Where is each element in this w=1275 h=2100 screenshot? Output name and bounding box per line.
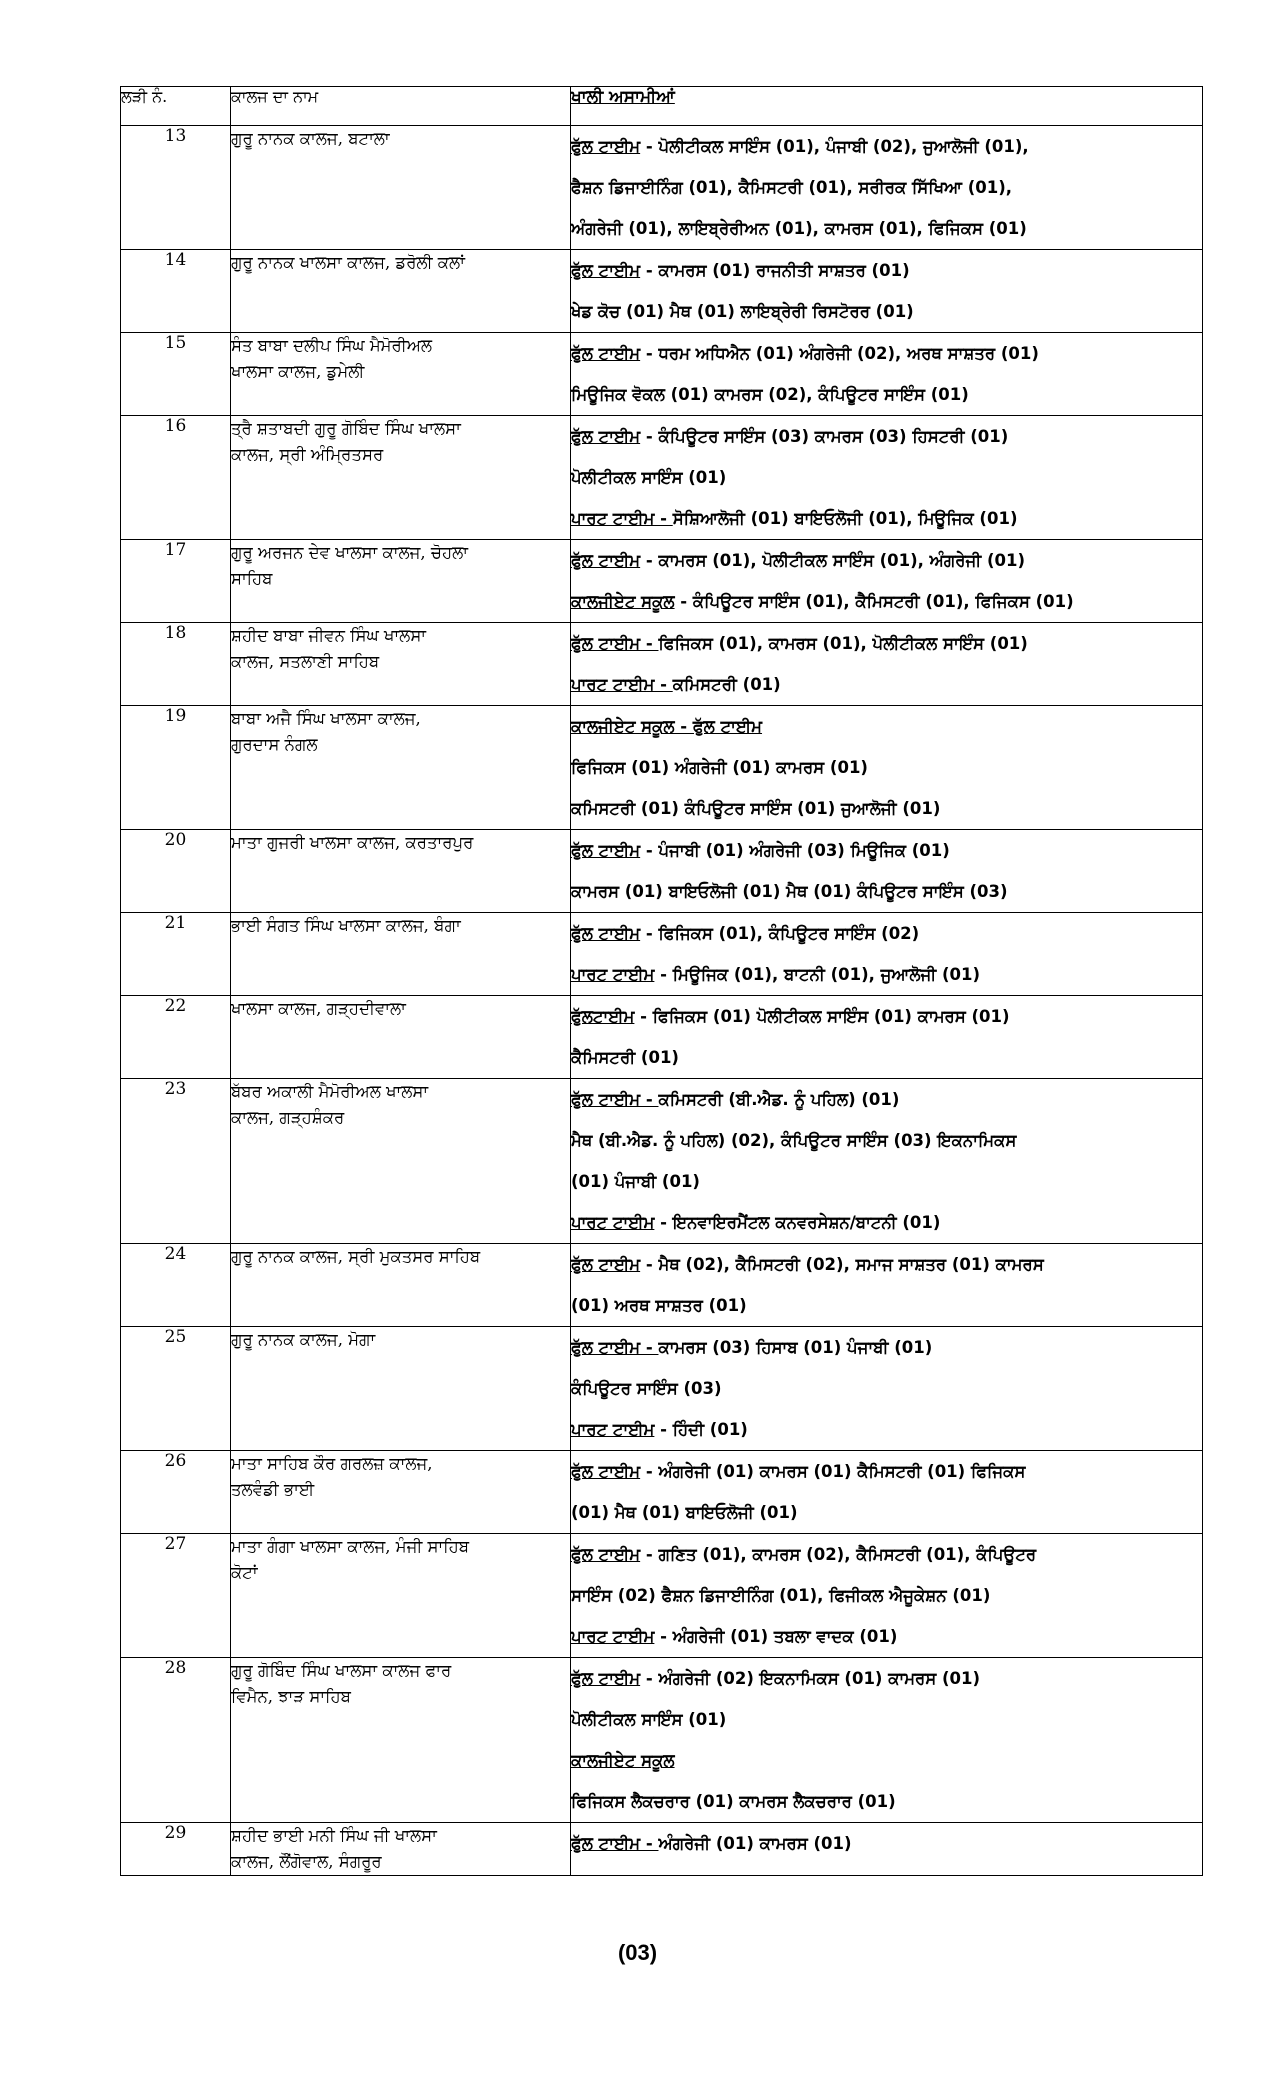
- table-row: [121, 1327, 1203, 1451]
- serial-number-cell: 25: [121, 1327, 231, 1451]
- vacancy-category-label: ਫੁੱਲ ਟਾਈਮ: [571, 261, 641, 280]
- vacancy-text: (01) ਮੈਥ (01) ਬਾਇਓਲੋਜੀ (01): [571, 1503, 798, 1522]
- vacancies-cell: [571, 540, 1203, 623]
- table-row: [121, 996, 1203, 1079]
- vacancies-cell: [571, 1658, 1203, 1823]
- vacancies-cell: [571, 1244, 1203, 1327]
- vacancy-category-label: ਫੁੱਲ ਟਾਈਮ: [571, 344, 641, 363]
- vacancy-text: ਕਾਮਰਸ (03) ਹਿਸਾਬ (01) ਪੰਜਾਬੀ (01): [658, 1338, 933, 1357]
- vacancy-category-label: ਫੁੱਲ ਟਾਈਮ -: [571, 634, 659, 653]
- college-name-line: ਗੁਰੂ ਨਾਨਕ ਕਾਲਜ, ਬਟਾਲਾ: [231, 129, 390, 148]
- vacancy-category-label: ਪਾਰਟ ਟਾਈਮ: [571, 965, 655, 984]
- vacancy-line: [571, 1285, 1202, 1326]
- vacancy-line: [571, 913, 1202, 954]
- vacancy-category-label: ਫੁੱਲ ਟਾਈਮ: [571, 1669, 641, 1688]
- college-name-line: ਮਾਤਾ ਗੁਜਰੀ ਖਾਲਸਾ ਕਾਲਜ, ਕਰਤਾਰਪੁਰ: [231, 833, 474, 852]
- college-name-cell: [231, 1658, 571, 1823]
- serial-number-cell: 22: [121, 996, 231, 1079]
- college-name-line: ਤ੍ਰੈ ਸ਼ਤਾਬਦੀ ਗੁਰੂ ਗੋਬਿੰਦ ਸਿੰਘ ਖਾਲਸਾ: [231, 419, 461, 438]
- table-row: [121, 830, 1203, 913]
- table-body: [121, 126, 1203, 1876]
- vacancy-line: [571, 788, 1202, 829]
- table-row: [121, 540, 1203, 623]
- vacancy-text: - ਕੰਪਿਊਟਰ ਸਾਇੰਸ (01), ਕੈਮਿਸਟਰੀ (01), ਫਿਜਿਕਸ (01): [674, 592, 1074, 611]
- vacancy-category-label: ਫੁੱਲਟਾਈਮ: [571, 1007, 635, 1026]
- vacancy-text: - ਕਾਮਰਸ (01) ਰਾਜਨੀਤੀ ਸਾਸ਼ਤਰ (01): [640, 261, 910, 280]
- vacancy-line: [571, 1534, 1202, 1575]
- college-name-line: ਖਾਲਸਾ ਕਾਲਜ, ਡੁਮੇਲੀ: [231, 362, 365, 381]
- vacancy-text: (01) ਅਰਥ ਸਾਸ਼ਤਰ (01): [571, 1296, 747, 1315]
- vacancy-line: [571, 747, 1202, 788]
- vacancies-cell: [571, 830, 1203, 913]
- vacancy-line: [571, 664, 1202, 705]
- table-row: [121, 250, 1203, 333]
- vacancies-cell: [571, 333, 1203, 416]
- vacancy-line: [571, 1575, 1202, 1616]
- vacancy-line: [571, 871, 1202, 912]
- vacancy-category-label: ਫੁੱਲ ਟਾਈਮ: [571, 924, 641, 943]
- vacancy-category-label: ਫੁੱਲ ਟਾਈਮ: [571, 841, 641, 860]
- college-name-line: ਕਾਲਜ, ਸਤਲਾਣੀ ਸਾਹਿਬ: [231, 652, 380, 671]
- serial-number-cell: 16: [121, 416, 231, 540]
- college-name-cell: [231, 1079, 571, 1244]
- serial-number-cell: 17: [121, 540, 231, 623]
- vacancy-text: ਕੰਪਿਊਟਰ ਸਾਇੰਸ (03): [571, 1379, 722, 1398]
- header-serial-number: ਲੜੀ ਨੰ.: [121, 87, 231, 126]
- college-name-line: ਸਾਹਿਬ: [231, 569, 273, 588]
- vacancy-table: [120, 86, 1203, 1876]
- serial-number-cell: 18: [121, 623, 231, 706]
- vacancy-text: ਕਮਿਸਟਰੀ (ਬੀ.ਐਡ. ਨੂੰ ਪਹਿਲ) (01): [658, 1090, 900, 1109]
- vacancy-category-label: ਫੁੱਲ ਟਾਈਮ -: [571, 1090, 659, 1109]
- serial-number-cell: 24: [121, 1244, 231, 1327]
- college-name-line: ਭਾਈ ਸੰਗਤ ਸਿੰਘ ਖਾਲਸਾ ਕਾਲਜ, ਬੰਗਾ: [231, 916, 461, 935]
- college-name-line: ਗੁਰਦਾਸ ਨੰਗਲ: [231, 735, 318, 754]
- vacancy-line: [571, 540, 1202, 581]
- college-name-line: ਵਿਮੈਨ, ਝਾੜ ਸਾਹਿਬ: [231, 1687, 351, 1706]
- college-name-cell: [231, 913, 571, 996]
- vacancy-line: [571, 1409, 1202, 1450]
- college-name-line: ਸ਼ਹੀਦ ਬਾਬਾ ਜੀਵਨ ਸਿੰਘ ਖਾਲਸਾ: [231, 626, 427, 645]
- vacancy-line: [571, 250, 1202, 291]
- vacancy-text: ਖੇਡ ਕੋਚ (01) ਮੈਥ (01) ਲਾਇਬ੍ਰੇਰੀ ਰਿਸਟੋਰਰ (01): [571, 302, 914, 321]
- table-row: [121, 333, 1203, 416]
- vacancy-text: - ਮਿਊਜਿਕ (01), ਬਾਟਨੀ (01), ਜੁਆਲੋਜੀ (01): [654, 965, 981, 984]
- vacancy-text: ਫਿਜਿਕਸ (01), ਕਾਮਰਸ (01), ਪੋਲੀਟੀਕਲ ਸਾਇੰਸ (01): [658, 634, 1028, 653]
- table-row: [121, 416, 1203, 540]
- vacancy-text: - ਅੰਗਰੇਜੀ (01) ਕਾਮਰਸ (01) ਕੈਮਿਸਟਰੀ (01) ਫਿਜਿਕਸ: [640, 1462, 1026, 1481]
- vacancy-text: ਅੰਗਰੇਜੀ (01) ਕਾਮਰਸ (01): [658, 1834, 852, 1853]
- vacancy-text: - ਕਾਮਰਸ (01), ਪੋਲੀਟੀਕਲ ਸਾਇੰਸ (01), ਅੰਗਰੇਜੀ (01): [640, 551, 1026, 570]
- serial-number-cell: 21: [121, 913, 231, 996]
- vacancy-text: ਕੈਮਿਸਟਰੀ (01): [571, 1048, 679, 1067]
- vacancy-text: - ਧਰਮ ਅਧਿਐਨ (01) ਅੰਗਰੇਜੀ (02), ਅਰਥ ਸਾਸ਼ਤਰ (01): [640, 344, 1039, 363]
- vacancy-line: [571, 1616, 1202, 1657]
- vacancy-line: [571, 1037, 1202, 1078]
- table-row: [121, 1244, 1203, 1327]
- college-name-line: ਖਾਲਸਾ ਕਾਲਜ, ਗੜ੍ਹਦੀਵਾਲਾ: [231, 999, 406, 1018]
- table-row: [121, 1658, 1203, 1823]
- vacancy-line: [571, 1658, 1202, 1699]
- vacancy-text: ਕਮਿਸਟਰੀ (01) ਕੰਪਿਊਟਰ ਸਾਇੰਸ (01) ਜੁਆਲੋਜੀ (01): [571, 799, 941, 818]
- college-name-line: ਬਾਬਾ ਅਜੈ ਸਿੰਘ ਖਾਲਸਾ ਕਾਲਜ,: [231, 709, 421, 728]
- vacancy-text: - ਕੰਪਿਊਟਰ ਸਾਇੰਸ (03) ਕਾਮਰਸ (03) ਹਿਸਟਰੀ (01): [640, 427, 1009, 446]
- college-name-cell: [231, 830, 571, 913]
- serial-number-cell: 19: [121, 706, 231, 830]
- vacancy-text: - ਮੈਥ (02), ਕੈਮਿਸਟਰੀ (02), ਸਮਾਜ ਸਾਸ਼ਤਰ (01) ਕਾਮਰਸ: [640, 1255, 1044, 1274]
- vacancy-text: ਫੈਸ਼ਨ ਡਿਜਾਈਨਿੰਗ (01), ਕੈਮਿਸਟਰੀ (01), ਸਰੀਰਕ ਸਿੱਖਿਆ (01),: [571, 178, 1013, 197]
- table-row: [121, 706, 1203, 830]
- serial-number-cell: 20: [121, 830, 231, 913]
- vacancy-line: [571, 1740, 1202, 1781]
- vacancy-line: [571, 416, 1202, 457]
- college-name-line: ਕਾਲਜ, ਸ੍ਰੀ ਅੰਮ੍ਰਿਤਸਰ: [231, 445, 384, 464]
- college-name-line: ਗੁਰੂ ਨਾਨਕ ਖਾਲਸਾ ਕਾਲਜ, ਡਰੋਲੀ ਕਲਾਂ: [231, 253, 465, 272]
- vacancy-category-label: ਫੁੱਲ ਟਾਈਮ: [571, 137, 641, 156]
- college-name-line: ਗੁਰੂ ਨਾਨਕ ਕਾਲਜ, ਮੋਗਾ: [231, 1330, 376, 1349]
- serial-number-cell: 15: [121, 333, 231, 416]
- college-name-cell: [231, 416, 571, 540]
- table-header-row: [121, 87, 1203, 126]
- college-name-line: ਗੁਰੂ ਗੋਬਿੰਦ ਸਿੰਘ ਖਾਲਸਾ ਕਾਲਜ ਫਾਰ: [231, 1661, 452, 1680]
- vacancy-text: - ਅੰਗਰੇਜੀ (01) ਤਬਲਾ ਵਾਦਕ (01): [654, 1627, 898, 1646]
- vacancy-category-label: ਫੁੱਲ ਟਾਈਮ: [571, 427, 641, 446]
- vacancy-line: [571, 167, 1202, 208]
- vacancies-cell: [571, 623, 1203, 706]
- header-vacancies: ਖਾਲੀ ਅਸਾਮੀਆਂ: [571, 87, 1203, 126]
- vacancy-line: [571, 457, 1202, 498]
- vacancy-line: [571, 208, 1202, 249]
- vacancies-cell: [571, 1534, 1203, 1658]
- vacancy-line: [571, 1781, 1202, 1822]
- college-name-line: ਤਲਵੰਡੀ ਭਾਈ: [231, 1480, 315, 1499]
- vacancy-line: [571, 954, 1202, 995]
- vacancy-category-label: ਫੁੱਲ ਟਾਈਮ: [571, 551, 641, 570]
- table-row: [121, 913, 1203, 996]
- college-name-cell: [231, 126, 571, 250]
- vacancy-category-label: ਫੁੱਲ ਟਾਈਮ: [571, 1545, 641, 1564]
- college-name-cell: [231, 1823, 571, 1876]
- vacancy-line: [571, 1244, 1202, 1285]
- vacancy-category-label: ਕਾਲਜੀਏਟ ਸਕੂਲ: [571, 1751, 675, 1770]
- vacancies-cell: [571, 416, 1203, 540]
- vacancies-cell: [571, 913, 1203, 996]
- vacancy-category-label: ਕਾਲਜੀਏਟ ਸਕੂਲ - ਫੁੱਲ ਟਾਈਮ: [571, 717, 763, 736]
- vacancies-cell: [571, 996, 1203, 1079]
- college-name-line: ਗੁਰੂ ਨਾਨਕ ਕਾਲਜ, ਸ੍ਰੀ ਮੁਕਤਸਰ ਸਾਹਿਬ: [231, 1247, 481, 1266]
- table-row: [121, 126, 1203, 250]
- vacancy-text: ਸੋਸ਼ਿਆਲੋਜੀ (01) ਬਾਇਓਲੋਜੀ (01), ਮਿਊਜਿਕ (01): [672, 509, 1018, 528]
- vacancy-text: (01) ਪੰਜਾਬੀ (01): [571, 1172, 700, 1191]
- vacancy-text: - ਫਿਜਿਕਸ (01), ਕੰਪਿਊਟਰ ਸਾਇੰਸ (02): [640, 924, 920, 943]
- vacancies-cell: [571, 1823, 1203, 1876]
- vacancy-line: [571, 1699, 1202, 1740]
- vacancies-cell: [571, 706, 1203, 830]
- vacancy-category-label: ਪਾਰਟ ਟਾਈਮ: [571, 1213, 655, 1232]
- vacancy-text: ਮਿਊਜਿਕ ਵੋਕਲ (01) ਕਾਮਰਸ (02), ਕੰਪਿਊਟਰ ਸਾਇੰਸ (01): [571, 385, 969, 404]
- college-name-cell: [231, 706, 571, 830]
- vacancy-line: [571, 830, 1202, 871]
- vacancy-category-label: ਫੁੱਲ ਟਾਈਮ: [571, 1255, 641, 1274]
- vacancies-cell: [571, 1451, 1203, 1534]
- vacancy-category-label: ਫੁੱਲ ਟਾਈਮ: [571, 1462, 641, 1481]
- college-name-line: ਕਾਲਜ, ਲੌਂਗੋਵਾਲ, ਸੰਗਰੂਰ: [231, 1852, 382, 1871]
- college-name-cell: [231, 1244, 571, 1327]
- vacancy-line: [571, 1161, 1202, 1202]
- college-name-line: ਸੰਤ ਬਾਬਾ ਦਲੀਪ ਸਿੰਘ ਮੈਮੋਰੀਅਲ: [231, 336, 433, 355]
- vacancy-line: [571, 333, 1202, 374]
- vacancy-text: - ਹਿੰਦੀ (01): [654, 1420, 748, 1439]
- serial-number-cell: 23: [121, 1079, 231, 1244]
- college-name-line: ਮਾਤਾ ਗੰਗਾ ਖਾਲਸਾ ਕਾਲਜ, ਮੰਜੀ ਸਾਹਿਬ: [231, 1537, 469, 1556]
- college-name-cell: [231, 1534, 571, 1658]
- college-name-cell: [231, 1451, 571, 1534]
- vacancy-line: [571, 1327, 1202, 1368]
- vacancy-line: [571, 126, 1202, 167]
- vacancy-line: [571, 374, 1202, 415]
- vacancy-text: ਫਿਜਿਕਸ ਲੈਕਚਰਾਰ (01) ਕਾਮਰਸ ਲੈਕਚਰਾਰ (01): [571, 1792, 896, 1811]
- table-row: [121, 1823, 1203, 1876]
- serial-number-cell: 29: [121, 1823, 231, 1876]
- college-name-line: ਸ਼ਹੀਦ ਭਾਈ ਮਨੀ ਸਿੰਘ ਜੀ ਖਾਲਸਾ: [231, 1826, 437, 1845]
- vacancy-text: ਸਾਇੰਸ (02) ਫੈਸ਼ਨ ਡਿਜਾਈਨਿੰਗ (01), ਫਿਜੀਕਲ ਐਜੂਕੇਸ਼ਨ (01): [571, 1586, 991, 1605]
- serial-number-cell: 28: [121, 1658, 231, 1823]
- vacancy-text: - ਗਣਿਤ (01), ਕਾਮਰਸ (02), ਕੈਮਿਸਟਰੀ (01), ਕੰਪਿਊਟਰ: [640, 1545, 1037, 1564]
- vacancy-category-label: ਫੁੱਲ ਟਾਈਮ -: [571, 1834, 659, 1853]
- vacancy-category-label: ਪਾਰਟ ਟਾਈਮ: [571, 1420, 655, 1439]
- vacancy-line: [571, 1451, 1202, 1492]
- vacancy-line: [571, 498, 1202, 539]
- college-name-line: ਮਾਤਾ ਸਾਹਿਬ ਕੌਰ ਗਰਲਜ਼ ਕਾਲਜ,: [231, 1454, 433, 1473]
- table-row: [121, 1534, 1203, 1658]
- vacancy-line: [571, 623, 1202, 664]
- vacancy-category-label: ਪਾਰਟ ਟਾਈਮ -: [571, 509, 673, 528]
- college-name-line: ਗੁਰੂ ਅਰਜਨ ਦੇਵ ਖਾਲਸਾ ਕਾਲਜ, ਚੋਹਲਾ: [231, 543, 469, 562]
- page-number: (03): [617, 1940, 658, 1965]
- college-name-cell: [231, 250, 571, 333]
- vacancy-line: [571, 1120, 1202, 1161]
- vacancy-line: [571, 1079, 1202, 1120]
- serial-number-cell: 26: [121, 1451, 231, 1534]
- college-name-line: ਕੋਟਾਂ: [231, 1563, 258, 1582]
- vacancy-line: [571, 1492, 1202, 1533]
- vacancy-text: ਕਮਿਸਟਰੀ (01): [672, 675, 781, 694]
- vacancy-category-label: ਕਾਲਜੀਏਟ ਸਕੂਲ: [571, 592, 675, 611]
- vacancy-text: - ਇਨਵਾਇਰਮੈਂਟਲ ਕਨਵਰਸੇਸ਼ਨ/ਬਾਟਨੀ (01): [654, 1213, 941, 1232]
- vacancy-text: ਫਿਜਿਕਸ (01) ਅੰਗਰੇਜੀ (01) ਕਾਮਰਸ (01): [571, 758, 868, 777]
- vacancy-line: [571, 581, 1202, 622]
- vacancy-text: - ਪੰਜਾਬੀ (01) ਅੰਗਰੇਜੀ (03) ਮਿਊਜਿਕ (01): [640, 841, 950, 860]
- serial-number-cell: 14: [121, 250, 231, 333]
- vacancy-line: [571, 1823, 1202, 1864]
- vacancy-line: [571, 706, 1202, 747]
- college-name-cell: [231, 540, 571, 623]
- vacancy-text: ਮੈਥ (ਬੀ.ਐਡ. ਨੂੰ ਪਹਿਲ) (02), ਕੰਪਿਊਟਰ ਸਾਇੰਸ (03) ਇਕਨਾਮਿਕਸ: [571, 1131, 1017, 1150]
- vacancy-text: - ਅੰਗਰੇਜੀ (02) ਇਕਨਾਮਿਕਸ (01) ਕਾਮਰਸ (01): [640, 1669, 981, 1688]
- vacancies-cell: [571, 1079, 1203, 1244]
- vacancy-text: ਅੰਗਰੇਜੀ (01), ਲਾਇਬ੍ਰੇਰੀਅਨ (01), ਕਾਮਰਸ (01), ਫਿਜਿਕਸ (01): [571, 219, 1027, 238]
- vacancies-cell: [571, 1327, 1203, 1451]
- table-row: [121, 1451, 1203, 1534]
- college-name-cell: [231, 996, 571, 1079]
- header-college-name: ਕਾਲਜ ਦਾ ਨਾਮ: [231, 87, 571, 126]
- vacancy-line: [571, 996, 1202, 1037]
- table-row: [121, 1079, 1203, 1244]
- vacancy-text: ਪੋਲੀਟੀਕਲ ਸਾਇੰਸ (01): [571, 468, 727, 487]
- table-row: [121, 623, 1203, 706]
- vacancy-text: - ਪੋਲੀਟੀਕਲ ਸਾਇੰਸ (01), ਪੰਜਾਬੀ (02), ਜੁਆਲੋਜੀ (01),: [640, 137, 1029, 156]
- vacancy-category-label: ਪਾਰਟ ਟਾਈਮ: [571, 1627, 655, 1646]
- vacancy-line: [571, 291, 1202, 332]
- vacancies-cell: [571, 250, 1203, 333]
- vacancy-line: [571, 1202, 1202, 1243]
- vacancies-cell: [571, 126, 1203, 250]
- college-name-cell: [231, 623, 571, 706]
- vacancy-line: [571, 1368, 1202, 1409]
- vacancy-text: ਕਾਮਰਸ (01) ਬਾਇਓਲੋਜੀ (01) ਮੈਥ (01) ਕੰਪਿਊਟਰ ਸਾਇੰਸ (03): [571, 882, 1008, 901]
- college-name-cell: [231, 333, 571, 416]
- vacancy-category-label: ਪਾਰਟ ਟਾਈਮ -: [571, 675, 673, 694]
- vacancy-category-label: ਫੁੱਲ ਟਾਈਮ -: [571, 1338, 659, 1357]
- college-name-line: ਬੱਬਰ ਅਕਾਲੀ ਮੈਮੋਰੀਅਲ ਖਾਲਸਾ: [231, 1082, 429, 1101]
- vacancy-text: ਪੋਲੀਟੀਕਲ ਸਾਇੰਸ (01): [571, 1710, 727, 1729]
- vacancy-text: - ਫਿਜਿਕਸ (01) ਪੋਲੀਟੀਕਲ ਸਾਇੰਸ (01) ਕਾਮਰਸ (01): [634, 1007, 1010, 1026]
- serial-number-cell: 27: [121, 1534, 231, 1658]
- college-name-line: ਕਾਲਜ, ਗੜ੍ਹਸ਼ੰਕਰ: [231, 1108, 345, 1127]
- college-name-cell: [231, 1327, 571, 1451]
- serial-number-cell: 13: [121, 126, 231, 250]
